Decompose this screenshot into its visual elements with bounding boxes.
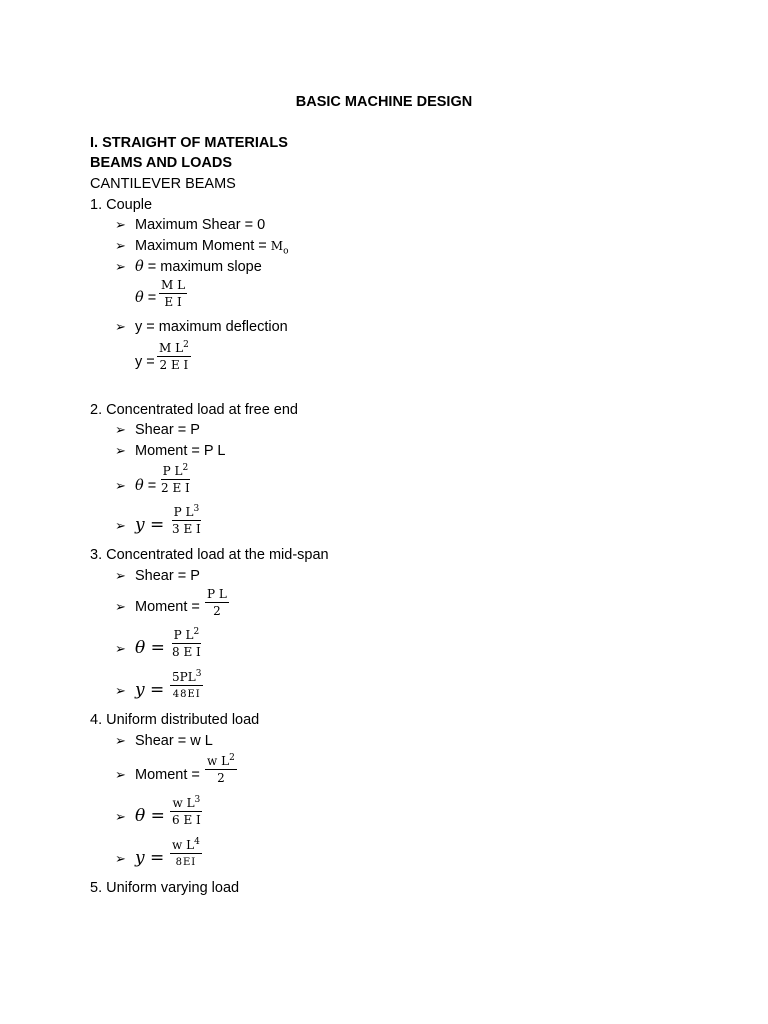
s4-moment-lhs: Moment =: [135, 767, 200, 783]
s4-moment-fraction: $\frac{w L^2}{2}$: [207, 753, 235, 785]
s4-deflection-lhs: y =: [135, 848, 165, 868]
bullet-arrow-icon: ➢: [115, 443, 126, 458]
heading-strength-of-materials: I. STRAIGHT OF MATERIALS: [90, 135, 288, 151]
s3-moment-lhs: Moment =: [135, 599, 200, 615]
s3-moment-fraction: $\frac{\text{P L}}{2}$: [207, 587, 227, 618]
heading-beams-and-loads: BEAMS AND LOADS: [90, 155, 233, 171]
s3-slope-lhs: θ =: [135, 638, 165, 658]
bullet-arrow-icon: ➢: [115, 478, 126, 493]
bullet-arrow-icon: ➢: [115, 599, 126, 614]
bullet-arrow-icon: ➢: [115, 809, 126, 824]
bullet-arrow-icon: ➢: [115, 259, 126, 274]
s2-slope-fraction: $\frac{P L^2}{\text{2 E I}}$: [161, 463, 190, 495]
s2-deflection-fraction: $\frac{P L^3}{\text{3 E I}}$: [172, 504, 201, 536]
bullet-arrow-icon: ➢: [115, 641, 126, 656]
section-2-title: 2. Concentrated load at free end: [90, 402, 298, 418]
s3-deflection-lhs: y =: [135, 680, 165, 700]
s2-slope-lhs: θ =: [135, 478, 157, 494]
bullet-arrow-icon: ➢: [115, 238, 126, 253]
bullet-arrow-icon: ➢: [115, 767, 126, 782]
bullet-arrow-icon: ➢: [115, 217, 126, 232]
subheading-cantilever-beams: CANTILEVER BEAMS: [90, 176, 236, 192]
page-title: BASIC MACHINE DESIGN: [295, 94, 473, 110]
s4-slope-lhs: θ =: [135, 806, 165, 826]
s2-shear: Shear = P: [135, 422, 200, 438]
s1-max-moment: Maximum Moment = $M_o$: [135, 238, 289, 257]
bullet-arrow-icon: ➢: [115, 568, 126, 583]
s3-shear: Shear = P: [135, 568, 200, 584]
s1-max-deflection: y = maximum deflection: [135, 319, 288, 335]
bullet-arrow-icon: ➢: [115, 683, 126, 698]
s2-moment: Moment = P L: [135, 443, 226, 459]
s1-max-shear: Maximum Shear = 0: [135, 217, 266, 233]
section-4-title: 4. Uniform distributed load: [90, 712, 260, 728]
bullet-arrow-icon: ➢: [115, 422, 126, 437]
s4-shear: Shear = w L: [135, 733, 213, 749]
section-3-title: 3. Concentrated load at the mid-span: [90, 547, 329, 563]
s1-max-slope: θ = maximum slope: [135, 259, 262, 275]
s1-deflection-formula-fraction: $\frac{M L^2}{\text{2 E I}}$: [159, 340, 189, 372]
s4-slope-fraction: $\frac{w L^3}{\text{6 E I}}$: [172, 795, 201, 827]
s3-slope-fraction: $\frac{P L^2}{\text{8 E I}}$: [172, 627, 201, 659]
s1-slope-formula-lhs: θ =: [135, 290, 157, 306]
bullet-arrow-icon: ➢: [115, 319, 126, 334]
s1-slope-formula-fraction: $\frac{\text{M L}}{\text{E I}}$: [161, 278, 186, 309]
s4-deflection-fraction: w $L^4$ 8EI: [172, 837, 200, 868]
s1-deflection-formula-lhs: y =: [135, 354, 155, 370]
bullet-arrow-icon: ➢: [115, 851, 126, 866]
bullet-arrow-icon: ➢: [115, 733, 126, 748]
s2-deflection-lhs: y =: [135, 515, 165, 535]
bullet-arrow-icon: ➢: [115, 518, 126, 533]
section-5-title: 5. Uniform varying load: [90, 880, 240, 896]
section-1-title: 1. Couple: [90, 197, 153, 213]
s3-deflection-fraction: $5PL^3$ 48EI: [172, 669, 202, 700]
